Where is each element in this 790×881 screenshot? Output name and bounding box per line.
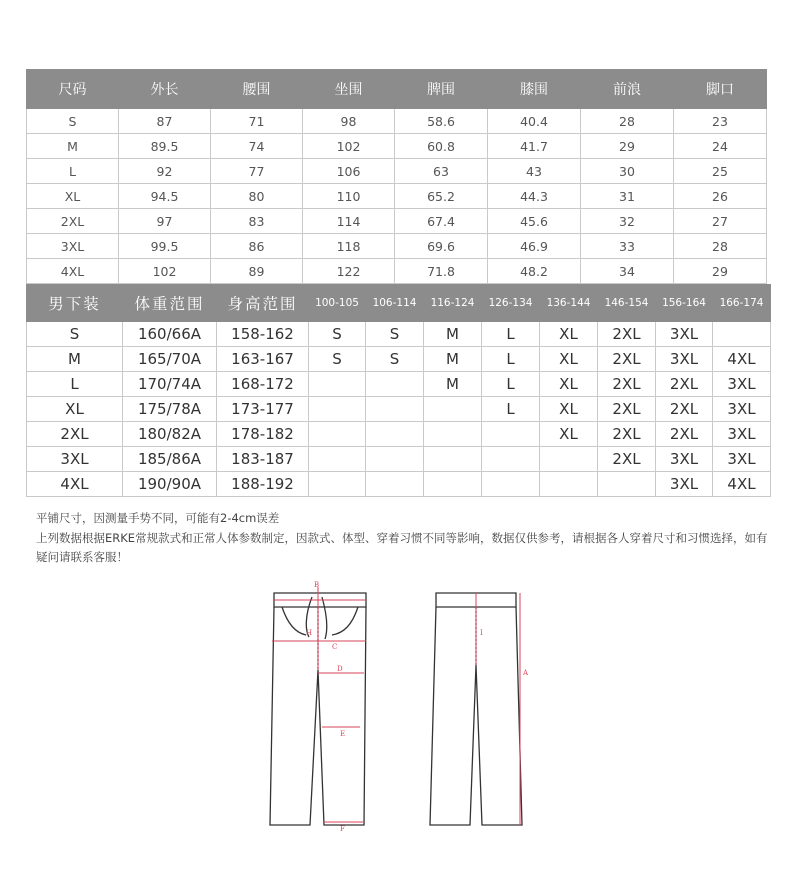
header-cell: 身高范围 [217, 285, 309, 322]
header-cell: 脾围 [395, 70, 488, 109]
table-cell: XL [27, 184, 119, 209]
table-cell: 168-172 [217, 372, 309, 397]
table-cell: 45.6 [488, 209, 581, 234]
table-cell: S [366, 347, 424, 372]
header-cell: 外长 [119, 70, 211, 109]
table-row [27, 347, 771, 372]
header-cell: 136-144 [540, 285, 598, 322]
table-cell [366, 447, 424, 472]
pants-measurement-diagram [0, 575, 790, 835]
header-cell: 116-124 [424, 285, 482, 322]
header-cell: 前浪 [581, 70, 674, 109]
table-cell: 28 [674, 234, 767, 259]
table-cell: 31 [581, 184, 674, 209]
table-cell [366, 422, 424, 447]
table-cell [482, 422, 540, 447]
table-cell: XL [540, 322, 598, 347]
table-cell: 2XL [598, 422, 656, 447]
table-cell [598, 472, 656, 497]
table-cell: 28 [581, 109, 674, 134]
table-cell: 29 [581, 134, 674, 159]
table-cell: 188-192 [217, 472, 309, 497]
table-cell: 34 [581, 259, 674, 284]
label-a: A [523, 669, 529, 677]
table-cell: 63 [395, 159, 488, 184]
table-cell: M [424, 322, 482, 347]
table-cell: 4XL [713, 472, 771, 497]
header-cell: 100-105 [309, 285, 366, 322]
table-cell: 2XL [598, 397, 656, 422]
table-row [27, 259, 767, 284]
table-row [27, 472, 771, 497]
table-cell [309, 372, 366, 397]
size-measurement-table [26, 69, 767, 284]
table-cell: 3XL [713, 397, 771, 422]
table-row [27, 447, 771, 472]
table-cell: XL [540, 422, 598, 447]
table-cell: 33 [581, 234, 674, 259]
table-row [27, 109, 767, 134]
table-cell: 3XL [27, 234, 119, 259]
header-cell: 腰围 [211, 70, 303, 109]
table-cell: S [309, 347, 366, 372]
measure-labels [306, 581, 529, 833]
table-cell: 163-167 [217, 347, 309, 372]
table-cell: 41.7 [488, 134, 581, 159]
table-cell [366, 372, 424, 397]
table-cell: 102 [303, 134, 395, 159]
table-cell: 3XL [656, 347, 713, 372]
table-cell: 175/78A [123, 397, 217, 422]
table-cell [309, 472, 366, 497]
table-cell: 86 [211, 234, 303, 259]
table-cell: S [366, 322, 424, 347]
table-cell: 27 [674, 209, 767, 234]
table-cell: XL [540, 347, 598, 372]
table-cell: 32 [581, 209, 674, 234]
size-recommendation-table [26, 284, 771, 497]
table-cell: 2XL [27, 209, 119, 234]
table-cell: 3XL [713, 447, 771, 472]
table-cell: L [482, 372, 540, 397]
table-cell: XL [27, 397, 123, 422]
table-cell: L [482, 347, 540, 372]
table-cell: S [309, 322, 366, 347]
table-cell: S [27, 109, 119, 134]
table-cell: 83 [211, 209, 303, 234]
table-cell: 3XL [713, 422, 771, 447]
label-i: I [480, 629, 483, 637]
header-cell: 126-134 [482, 285, 540, 322]
table-cell: 65.2 [395, 184, 488, 209]
label-d: D [337, 665, 343, 673]
header-cell: 166-174 [713, 285, 771, 322]
table-cell [424, 447, 482, 472]
table-cell: 3XL [713, 372, 771, 397]
table-cell: 89.5 [119, 134, 211, 159]
table-cell: S [27, 322, 123, 347]
table-cell: 30 [581, 159, 674, 184]
table-cell [366, 397, 424, 422]
table-cell: 114 [303, 209, 395, 234]
table-cell: 24 [674, 134, 767, 159]
table-cell: M [27, 347, 123, 372]
header-cell: 106-114 [366, 285, 424, 322]
table-cell: 98 [303, 109, 395, 134]
table-header-row [27, 285, 771, 322]
table-cell: 2XL [598, 372, 656, 397]
table-row [27, 372, 771, 397]
table-cell: 3XL [656, 322, 713, 347]
table-cell: 48.2 [488, 259, 581, 284]
table-cell: 160/66A [123, 322, 217, 347]
header-cell: 体重范围 [123, 285, 217, 322]
table-cell: 60.8 [395, 134, 488, 159]
table-cell [309, 447, 366, 472]
table-cell: 23 [674, 109, 767, 134]
table-cell: M [424, 372, 482, 397]
table-row [27, 134, 767, 159]
header-cell: 脚口 [674, 70, 767, 109]
table-cell: M [424, 347, 482, 372]
table-cell: 2XL [27, 422, 123, 447]
table-cell: 3XL [656, 447, 713, 472]
table-cell: 4XL [27, 259, 119, 284]
table-cell: 180/82A [123, 422, 217, 447]
table-cell: 44.3 [488, 184, 581, 209]
table-cell: 2XL [598, 447, 656, 472]
table-cell [424, 397, 482, 422]
table-cell: 99.5 [119, 234, 211, 259]
table-cell [424, 472, 482, 497]
table-cell: 71.8 [395, 259, 488, 284]
table-row [27, 422, 771, 447]
measure-lines [272, 587, 520, 825]
table-cell: 2XL [598, 322, 656, 347]
table-cell: 183-187 [217, 447, 309, 472]
table-cell: 29 [674, 259, 767, 284]
table-cell: 89 [211, 259, 303, 284]
header-cell: 156-164 [656, 285, 713, 322]
table-cell [540, 472, 598, 497]
table-cell: 165/70A [123, 347, 217, 372]
table-cell [309, 422, 366, 447]
table-cell: 77 [211, 159, 303, 184]
table-cell: 69.6 [395, 234, 488, 259]
table-cell: 67.4 [395, 209, 488, 234]
table-cell: 4XL [27, 472, 123, 497]
table-cell: 170/74A [123, 372, 217, 397]
table-cell: 74 [211, 134, 303, 159]
label-f: F [340, 825, 345, 833]
table-row [27, 184, 767, 209]
table-cell: 92 [119, 159, 211, 184]
table-cell: 118 [303, 234, 395, 259]
table-cell: 2XL [656, 397, 713, 422]
table-cell: 2XL [656, 422, 713, 447]
table-cell: 2XL [656, 372, 713, 397]
table-cell: 46.9 [488, 234, 581, 259]
table-cell: XL [540, 397, 598, 422]
table-cell: 4XL [713, 347, 771, 372]
table-cell: 185/86A [123, 447, 217, 472]
table-row [27, 209, 767, 234]
table-cell: M [27, 134, 119, 159]
table-cell: 94.5 [119, 184, 211, 209]
table-cell: 80 [211, 184, 303, 209]
table-row [27, 234, 767, 259]
label-b: B [314, 581, 320, 589]
data-disclaimer-note: 上列数据根据ERKE常规款式和正常人体参数制定，因款式、体型、穿着习惯不同等影响，数据仅供参考，请根据各人穿着尺寸和习惯选择，如有疑问请联系客服！ [36, 531, 768, 564]
header-cell: 146-154 [598, 285, 656, 322]
table-row [27, 397, 771, 422]
table-row [27, 322, 771, 347]
table-cell: L [27, 372, 123, 397]
label-e: E [340, 730, 346, 738]
table-cell: L [27, 159, 119, 184]
table-cell: 158-162 [217, 322, 309, 347]
label-h: H [306, 629, 313, 637]
table-cell: 25 [674, 159, 767, 184]
table-cell [309, 397, 366, 422]
header-cell: 坐围 [303, 70, 395, 109]
table-cell: 173-177 [217, 397, 309, 422]
header-cell: 男下装 [27, 285, 123, 322]
table-cell: L [482, 397, 540, 422]
table-cell: 43 [488, 159, 581, 184]
table-cell: 2XL [598, 347, 656, 372]
table-cell [713, 322, 771, 347]
header-cell: 尺码 [27, 70, 119, 109]
table-cell: XL [540, 372, 598, 397]
table-cell: 122 [303, 259, 395, 284]
table-cell [540, 447, 598, 472]
table-cell: 190/90A [123, 472, 217, 497]
table-cell: 87 [119, 109, 211, 134]
table-cell: 178-182 [217, 422, 309, 447]
table-cell: L [482, 322, 540, 347]
table-header-row [27, 70, 767, 109]
table-cell: 40.4 [488, 109, 581, 134]
table-cell: 58.6 [395, 109, 488, 134]
table-cell: 26 [674, 184, 767, 209]
measurement-error-note: 平铺尺寸，因测量手势不同，可能有2-4cm误差 [36, 511, 280, 525]
table-cell [482, 447, 540, 472]
table-cell: 71 [211, 109, 303, 134]
label-c: C [332, 643, 338, 651]
table-cell: 97 [119, 209, 211, 234]
table-cell [424, 422, 482, 447]
table-cell: 3XL [27, 447, 123, 472]
header-cell: 膝围 [488, 70, 581, 109]
table-cell [366, 472, 424, 497]
table-cell: 3XL [656, 472, 713, 497]
table-cell: 102 [119, 259, 211, 284]
table-row [27, 159, 767, 184]
table-cell: 110 [303, 184, 395, 209]
table-cell [482, 472, 540, 497]
table-cell: 106 [303, 159, 395, 184]
